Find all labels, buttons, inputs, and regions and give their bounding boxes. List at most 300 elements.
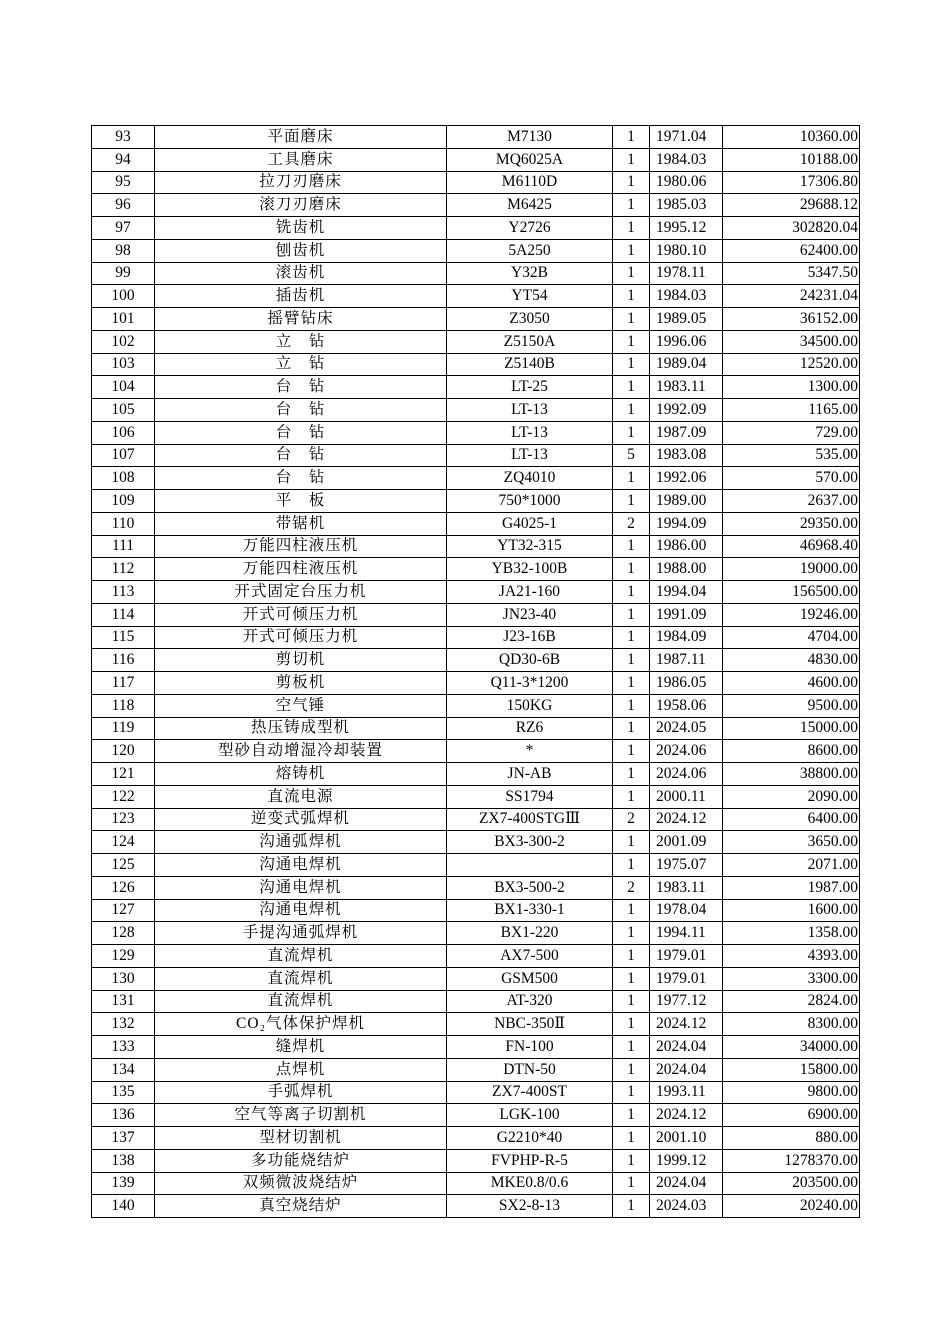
purchase-date-cell: 1999.12 [650, 1149, 723, 1172]
equipment-name-cell: 直流焊机 [155, 967, 447, 990]
original-value-cell: 10360.00 [723, 126, 860, 149]
row-number-cell: 123 [92, 808, 155, 831]
purchase-date-cell: 1989.00 [650, 490, 723, 513]
original-value-cell: 29688.12 [723, 194, 860, 217]
model-cell: BX1-220 [447, 922, 613, 945]
model-cell: LT-13 [447, 421, 613, 444]
equipment-name-cell: 刨齿机 [155, 239, 447, 262]
table-row [92, 967, 860, 990]
quantity-cell: 1 [613, 148, 650, 171]
table-row [92, 1058, 860, 1081]
original-value-cell: 34500.00 [723, 330, 860, 353]
model-cell: BX3-500-2 [447, 876, 613, 899]
table-row [92, 376, 860, 399]
original-value-cell: 62400.00 [723, 239, 860, 262]
equipment-name-cell: 拉刀刃磨床 [155, 171, 447, 194]
quantity-cell: 1 [613, 603, 650, 626]
model-cell: NBC-350Ⅱ [447, 1013, 613, 1036]
original-value-cell: 6400.00 [723, 808, 860, 831]
table-row [92, 1172, 860, 1195]
table-row [92, 581, 860, 604]
purchase-date-cell: 1984.03 [650, 148, 723, 171]
original-value-cell: 3300.00 [723, 967, 860, 990]
equipment-name-cell: 平 板 [155, 490, 447, 513]
equipment-name-cell: 开式可倾压力机 [155, 626, 447, 649]
original-value-cell: 4600.00 [723, 672, 860, 695]
quantity-cell: 1 [613, 626, 650, 649]
row-number-cell: 104 [92, 376, 155, 399]
equipment-name-cell: 万能四柱液压机 [155, 558, 447, 581]
purchase-date-cell: 1995.12 [650, 217, 723, 240]
original-value-cell: 10188.00 [723, 148, 860, 171]
model-cell: SS1794 [447, 785, 613, 808]
equipment-name-cell: CO₂气体保护焊机 [155, 1013, 447, 1036]
equipment-name-cell: 台 钻 [155, 376, 447, 399]
quantity-cell: 2 [613, 808, 650, 831]
equipment-name-cell: 台 钻 [155, 467, 447, 490]
original-value-cell: 19000.00 [723, 558, 860, 581]
quantity-cell: 1 [613, 922, 650, 945]
row-number-cell: 105 [92, 399, 155, 422]
purchase-date-cell: 1979.01 [650, 967, 723, 990]
model-cell: YT32-315 [447, 535, 613, 558]
purchase-date-cell: 2024.12 [650, 1013, 723, 1036]
original-value-cell: 2090.00 [723, 785, 860, 808]
purchase-date-cell: 1996.06 [650, 330, 723, 353]
model-cell: Q11-3*1200 [447, 672, 613, 695]
row-number-cell: 107 [92, 444, 155, 467]
model-cell: LT-13 [447, 444, 613, 467]
purchase-date-cell: 1971.04 [650, 126, 723, 149]
quantity-cell: 1 [613, 1036, 650, 1059]
model-cell: Y2726 [447, 217, 613, 240]
original-value-cell: 17306.80 [723, 171, 860, 194]
table-row [92, 171, 860, 194]
model-cell: YB32-100B [447, 558, 613, 581]
table-row [92, 535, 860, 558]
model-cell: Z5150A [447, 330, 613, 353]
table-row [92, 444, 860, 467]
model-cell: BX1-330-1 [447, 899, 613, 922]
original-value-cell: 6900.00 [723, 1104, 860, 1127]
original-value-cell: 29350.00 [723, 512, 860, 535]
equipment-name-cell: 滚刀刃磨床 [155, 194, 447, 217]
table-row [92, 990, 860, 1013]
table-row [92, 558, 860, 581]
equipment-name-cell: 沟通电焊机 [155, 876, 447, 899]
quantity-cell: 1 [613, 262, 650, 285]
quantity-cell: 1 [613, 717, 650, 740]
original-value-cell: 2637.00 [723, 490, 860, 513]
purchase-date-cell: 2024.04 [650, 1036, 723, 1059]
equipment-name-cell: 沟通电焊机 [155, 854, 447, 877]
equipment-name-cell: 剪切机 [155, 649, 447, 672]
original-value-cell: 1165.00 [723, 399, 860, 422]
equipment-name-cell: 手提沟通弧焊机 [155, 922, 447, 945]
equipment-name-cell: 直流电源 [155, 785, 447, 808]
purchase-date-cell: 2024.05 [650, 717, 723, 740]
table-row [92, 1127, 860, 1150]
equipment-name-cell: 铣齿机 [155, 217, 447, 240]
model-cell: G2210*40 [447, 1127, 613, 1150]
row-number-cell: 115 [92, 626, 155, 649]
quantity-cell: 1 [613, 558, 650, 581]
row-number-cell: 132 [92, 1013, 155, 1036]
equipment-name-cell: 空气锤 [155, 694, 447, 717]
table-row [92, 876, 860, 899]
equipment-name-cell: 台 钻 [155, 444, 447, 467]
model-cell: M6110D [447, 171, 613, 194]
quantity-cell: 1 [613, 854, 650, 877]
table-row [92, 353, 860, 376]
row-number-cell: 95 [92, 171, 155, 194]
table-row [92, 490, 860, 513]
quantity-cell: 1 [613, 308, 650, 331]
row-number-cell: 134 [92, 1058, 155, 1081]
original-value-cell: 4830.00 [723, 649, 860, 672]
purchase-date-cell: 2024.06 [650, 740, 723, 763]
equipment-name-cell: 双频微波烧结炉 [155, 1172, 447, 1195]
original-value-cell: 1358.00 [723, 922, 860, 945]
row-number-cell: 136 [92, 1104, 155, 1127]
original-value-cell: 9800.00 [723, 1081, 860, 1104]
model-cell: JA21-160 [447, 581, 613, 604]
purchase-date-cell: 2024.03 [650, 1195, 723, 1218]
equipment-name-cell: 剪板机 [155, 672, 447, 695]
model-cell: ZX7-400ST [447, 1081, 613, 1104]
equipment-name-cell: 直流焊机 [155, 945, 447, 968]
row-number-cell: 129 [92, 945, 155, 968]
equipment-name-cell: 缝焊机 [155, 1036, 447, 1059]
purchase-date-cell: 1978.11 [650, 262, 723, 285]
row-number-cell: 140 [92, 1195, 155, 1218]
model-cell: Z3050 [447, 308, 613, 331]
purchase-date-cell: 1987.11 [650, 649, 723, 672]
purchase-date-cell: 1980.06 [650, 171, 723, 194]
model-cell: 5A250 [447, 239, 613, 262]
original-value-cell: 36152.00 [723, 308, 860, 331]
quantity-cell: 1 [613, 239, 650, 262]
purchase-date-cell: 1984.09 [650, 626, 723, 649]
original-value-cell: 880.00 [723, 1127, 860, 1150]
table-row [92, 694, 860, 717]
original-value-cell: 570.00 [723, 467, 860, 490]
equipment-name-cell: 开式固定台压力机 [155, 581, 447, 604]
equipment-name-cell: 空气等离子切割机 [155, 1104, 447, 1127]
purchase-date-cell: 1983.11 [650, 876, 723, 899]
original-value-cell: 24231.04 [723, 285, 860, 308]
table-row [92, 1104, 860, 1127]
row-number-cell: 113 [92, 581, 155, 604]
table-row [92, 1195, 860, 1218]
quantity-cell: 1 [613, 467, 650, 490]
purchase-date-cell: 1991.09 [650, 603, 723, 626]
original-value-cell: 1278370.00 [723, 1149, 860, 1172]
original-value-cell: 5347.50 [723, 262, 860, 285]
table-row [92, 649, 860, 672]
table-row [92, 126, 860, 149]
quantity-cell: 1 [613, 945, 650, 968]
model-cell: J23-16B [447, 626, 613, 649]
model-cell [447, 854, 613, 877]
table-row [92, 717, 860, 740]
purchase-date-cell: 1992.06 [650, 467, 723, 490]
quantity-cell: 1 [613, 171, 650, 194]
purchase-date-cell: 1994.09 [650, 512, 723, 535]
equipment-name-cell: 真空烧结炉 [155, 1195, 447, 1218]
quantity-cell: 1 [613, 785, 650, 808]
quantity-cell: 1 [613, 421, 650, 444]
row-number-cell: 96 [92, 194, 155, 217]
model-cell: G4025-1 [447, 512, 613, 535]
model-cell: FVPHP-R-5 [447, 1149, 613, 1172]
row-number-cell: 131 [92, 990, 155, 1013]
row-number-cell: 101 [92, 308, 155, 331]
model-cell: * [447, 740, 613, 763]
original-value-cell: 203500.00 [723, 1172, 860, 1195]
original-value-cell: 729.00 [723, 421, 860, 444]
table-row [92, 512, 860, 535]
purchase-date-cell: 1989.04 [650, 353, 723, 376]
equipment-name-cell: 开式可倾压力机 [155, 603, 447, 626]
purchase-date-cell: 1977.12 [650, 990, 723, 1013]
original-value-cell: 4393.00 [723, 945, 860, 968]
equipment-name-cell: 型砂自动增湿冷却装置 [155, 740, 447, 763]
equipment-name-cell: 平面磨床 [155, 126, 447, 149]
row-number-cell: 110 [92, 512, 155, 535]
equipment-name-cell: 沟通电焊机 [155, 899, 447, 922]
row-number-cell: 99 [92, 262, 155, 285]
purchase-date-cell: 2024.12 [650, 808, 723, 831]
purchase-date-cell: 1989.05 [650, 308, 723, 331]
table-row [92, 945, 860, 968]
quantity-cell: 1 [613, 353, 650, 376]
quantity-cell: 1 [613, 1081, 650, 1104]
table-row [92, 148, 860, 171]
table-row [92, 626, 860, 649]
table-row [92, 330, 860, 353]
quantity-cell: 1 [613, 967, 650, 990]
row-number-cell: 120 [92, 740, 155, 763]
original-value-cell: 12520.00 [723, 353, 860, 376]
quantity-cell: 1 [613, 581, 650, 604]
purchase-date-cell: 1994.11 [650, 922, 723, 945]
model-cell: Z5140B [447, 353, 613, 376]
quantity-cell: 1 [613, 899, 650, 922]
model-cell: QD30-6B [447, 649, 613, 672]
quantity-cell: 5 [613, 444, 650, 467]
row-number-cell: 102 [92, 330, 155, 353]
model-cell: LT-13 [447, 399, 613, 422]
row-number-cell: 122 [92, 785, 155, 808]
model-cell: DTN-50 [447, 1058, 613, 1081]
original-value-cell: 302820.04 [723, 217, 860, 240]
quantity-cell: 2 [613, 512, 650, 535]
equipment-name-cell: 台 钻 [155, 421, 447, 444]
quantity-cell: 1 [613, 990, 650, 1013]
original-value-cell: 38800.00 [723, 763, 860, 786]
quantity-cell: 1 [613, 672, 650, 695]
original-value-cell: 19246.00 [723, 603, 860, 626]
quantity-cell: 1 [613, 376, 650, 399]
table-row [92, 831, 860, 854]
purchase-date-cell: 1993.11 [650, 1081, 723, 1104]
equipment-table [91, 125, 860, 1218]
original-value-cell: 1600.00 [723, 899, 860, 922]
table-row [92, 672, 860, 695]
row-number-cell: 116 [92, 649, 155, 672]
equipment-name-cell: 摇臂钻床 [155, 308, 447, 331]
original-value-cell: 34000.00 [723, 1036, 860, 1059]
quantity-cell: 1 [613, 1127, 650, 1150]
quantity-cell: 1 [613, 217, 650, 240]
row-number-cell: 109 [92, 490, 155, 513]
purchase-date-cell: 1980.10 [650, 239, 723, 262]
original-value-cell: 3650.00 [723, 831, 860, 854]
row-number-cell: 128 [92, 922, 155, 945]
original-value-cell: 2824.00 [723, 990, 860, 1013]
purchase-date-cell: 2024.12 [650, 1104, 723, 1127]
quantity-cell: 1 [613, 763, 650, 786]
row-number-cell: 111 [92, 535, 155, 558]
purchase-date-cell: 2024.04 [650, 1172, 723, 1195]
row-number-cell: 139 [92, 1172, 155, 1195]
original-value-cell: 1987.00 [723, 876, 860, 899]
table-row [92, 763, 860, 786]
equipment-name-cell: 滚齿机 [155, 262, 447, 285]
model-cell: JN23-40 [447, 603, 613, 626]
original-value-cell: 15000.00 [723, 717, 860, 740]
table-row [92, 239, 860, 262]
model-cell: M7130 [447, 126, 613, 149]
table-row [92, 1013, 860, 1036]
row-number-cell: 117 [92, 672, 155, 695]
model-cell: MKE0.8/0.6 [447, 1172, 613, 1195]
table-row [92, 808, 860, 831]
table-row [92, 854, 860, 877]
table-row [92, 1149, 860, 1172]
purchase-date-cell: 2024.06 [650, 763, 723, 786]
equipment-name-cell: 手弧焊机 [155, 1081, 447, 1104]
row-number-cell: 125 [92, 854, 155, 877]
equipment-name-cell: 台 钻 [155, 399, 447, 422]
table-row [92, 308, 860, 331]
original-value-cell: 156500.00 [723, 581, 860, 604]
purchase-date-cell: 1979.01 [650, 945, 723, 968]
quantity-cell: 1 [613, 694, 650, 717]
row-number-cell: 108 [92, 467, 155, 490]
model-cell: 750*1000 [447, 490, 613, 513]
model-cell: AX7-500 [447, 945, 613, 968]
purchase-date-cell: 1988.00 [650, 558, 723, 581]
purchase-date-cell: 1985.03 [650, 194, 723, 217]
quantity-cell: 1 [613, 1195, 650, 1218]
table-row [92, 467, 860, 490]
quantity-cell: 1 [613, 1104, 650, 1127]
quantity-cell: 1 [613, 330, 650, 353]
row-number-cell: 100 [92, 285, 155, 308]
equipment-name-cell: 带锯机 [155, 512, 447, 535]
equipment-name-cell: 插齿机 [155, 285, 447, 308]
table-row [92, 1081, 860, 1104]
original-value-cell: 2071.00 [723, 854, 860, 877]
purchase-date-cell: 1983.08 [650, 444, 723, 467]
table-row [92, 740, 860, 763]
row-number-cell: 118 [92, 694, 155, 717]
table-row [92, 285, 860, 308]
original-value-cell: 8600.00 [723, 740, 860, 763]
row-number-cell: 124 [92, 831, 155, 854]
quantity-cell: 1 [613, 194, 650, 217]
table-row [92, 421, 860, 444]
table-row [92, 785, 860, 808]
model-cell: 150KG [447, 694, 613, 717]
row-number-cell: 103 [92, 353, 155, 376]
quantity-cell: 1 [613, 1149, 650, 1172]
quantity-cell: 1 [613, 490, 650, 513]
equipment-name-cell: 逆变式弧焊机 [155, 808, 447, 831]
purchase-date-cell: 1975.07 [650, 854, 723, 877]
table-row [92, 603, 860, 626]
purchase-date-cell: 2024.04 [650, 1058, 723, 1081]
table-row [92, 262, 860, 285]
equipment-name-cell: 多功能烧结炉 [155, 1149, 447, 1172]
equipment-name-cell: 立 钻 [155, 330, 447, 353]
model-cell: JN-AB [447, 763, 613, 786]
purchase-date-cell: 1986.05 [650, 672, 723, 695]
row-number-cell: 114 [92, 603, 155, 626]
purchase-date-cell: 1994.04 [650, 581, 723, 604]
purchase-date-cell: 1958.06 [650, 694, 723, 717]
purchase-date-cell: 1984.03 [650, 285, 723, 308]
model-cell: ZX7-400STGⅢ [447, 808, 613, 831]
quantity-cell: 1 [613, 649, 650, 672]
original-value-cell: 15800.00 [723, 1058, 860, 1081]
equipment-name-cell: 沟通弧焊机 [155, 831, 447, 854]
quantity-cell: 1 [613, 1172, 650, 1195]
original-value-cell: 46968.40 [723, 535, 860, 558]
equipment-name-cell: 热压铸成型机 [155, 717, 447, 740]
table-row [92, 217, 860, 240]
model-cell: LGK-100 [447, 1104, 613, 1127]
purchase-date-cell: 2001.10 [650, 1127, 723, 1150]
original-value-cell: 20240.00 [723, 1195, 860, 1218]
row-number-cell: 119 [92, 717, 155, 740]
original-value-cell: 4704.00 [723, 626, 860, 649]
row-number-cell: 106 [92, 421, 155, 444]
model-cell: SX2-8-13 [447, 1195, 613, 1218]
equipment-name-cell: 型材切割机 [155, 1127, 447, 1150]
row-number-cell: 112 [92, 558, 155, 581]
model-cell: MQ6025A [447, 148, 613, 171]
quantity-cell: 1 [613, 399, 650, 422]
row-number-cell: 138 [92, 1149, 155, 1172]
equipment-name-cell: 工具磨床 [155, 148, 447, 171]
quantity-cell: 1 [613, 1058, 650, 1081]
row-number-cell: 126 [92, 876, 155, 899]
model-cell: M6425 [447, 194, 613, 217]
model-cell: Y32B [447, 262, 613, 285]
equipment-name-cell: 点焊机 [155, 1058, 447, 1081]
original-value-cell: 1300.00 [723, 376, 860, 399]
row-number-cell: 133 [92, 1036, 155, 1059]
quantity-cell: 1 [613, 285, 650, 308]
equipment-name-cell: 直流焊机 [155, 990, 447, 1013]
original-value-cell: 535.00 [723, 444, 860, 467]
row-number-cell: 98 [92, 239, 155, 262]
row-number-cell: 137 [92, 1127, 155, 1150]
purchase-date-cell: 1978.04 [650, 899, 723, 922]
